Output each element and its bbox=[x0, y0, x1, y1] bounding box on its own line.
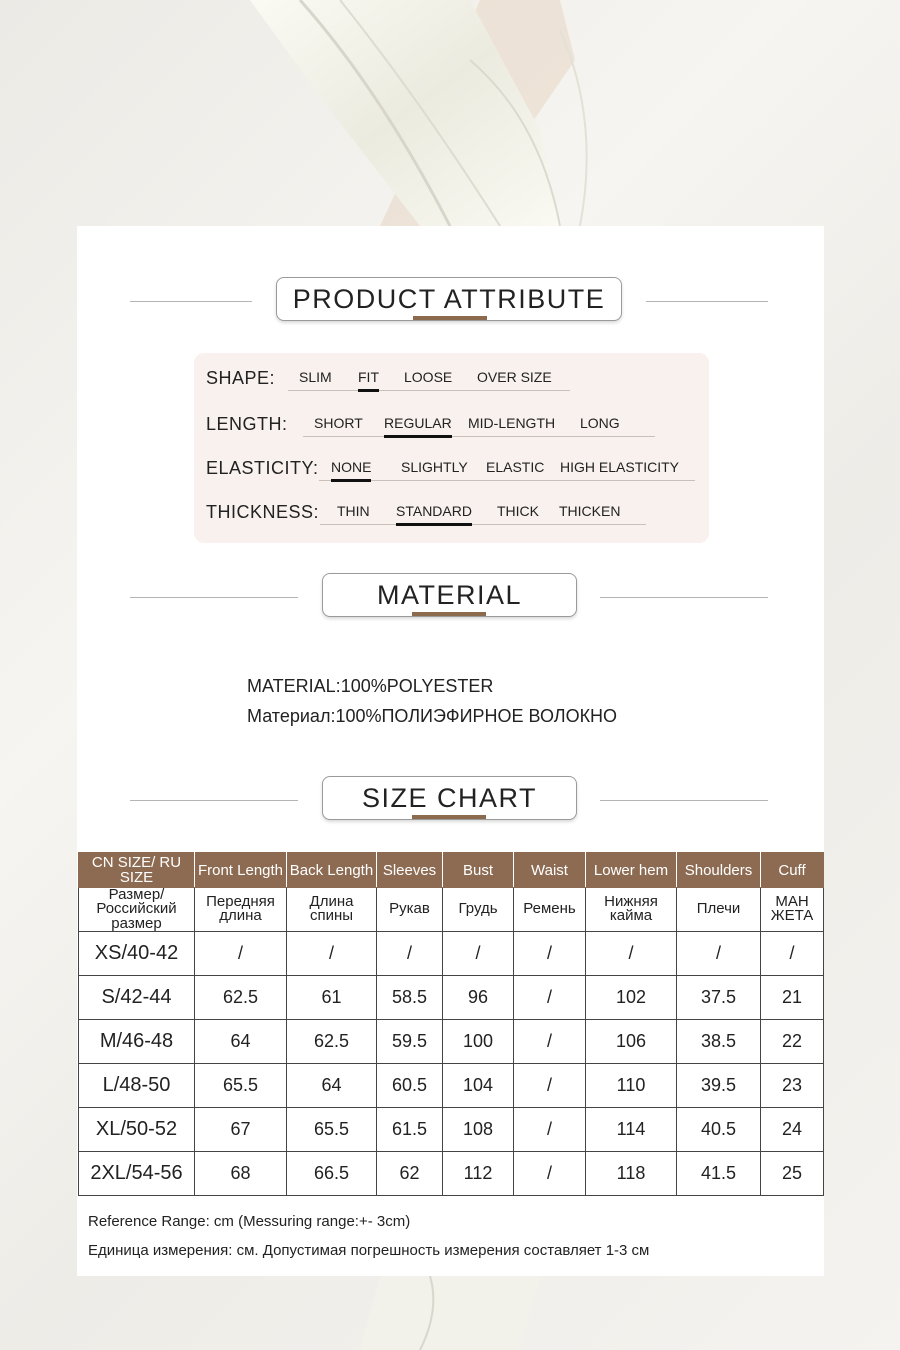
product-attribute-header bbox=[77, 277, 824, 327]
value-cell: 108 bbox=[443, 1107, 514, 1151]
table-row bbox=[79, 931, 824, 975]
material-ru-label: Материал: bbox=[247, 706, 336, 726]
header-cell: МАН ЖЕТА bbox=[761, 888, 824, 932]
size-cell: 2XL/54-56 bbox=[79, 1151, 195, 1195]
value-cell: / bbox=[514, 975, 586, 1019]
value-cell: 62.5 bbox=[287, 1019, 377, 1063]
option-standard-selected: STANDARD bbox=[396, 503, 472, 519]
attribute-options bbox=[319, 454, 695, 481]
value-cell: / bbox=[514, 1019, 586, 1063]
accent-bar bbox=[412, 815, 486, 819]
size-cell: XS/40-42 bbox=[79, 931, 195, 975]
value-cell: 39.5 bbox=[677, 1063, 761, 1107]
value-cell: / bbox=[514, 1107, 586, 1151]
value-cell: 24 bbox=[761, 1107, 824, 1151]
header-cell: Bust bbox=[443, 853, 514, 888]
value-cell: / bbox=[377, 931, 443, 975]
attribute-row-thickness bbox=[194, 496, 709, 526]
value-cell: / bbox=[586, 931, 677, 975]
divider-line bbox=[600, 597, 768, 598]
header-cell: CN SIZE/ RU SIZE bbox=[79, 853, 195, 888]
header-cell: Ремень bbox=[514, 888, 586, 932]
option-loose: LOOSE bbox=[404, 369, 453, 385]
header-cell: Нижняя кайма bbox=[586, 888, 677, 932]
material-en bbox=[247, 676, 493, 697]
option-slim: SLIM bbox=[299, 369, 332, 385]
option-thicken: THICKEN bbox=[559, 503, 621, 519]
header-cell: Передняя длина bbox=[195, 888, 287, 932]
attribute-options bbox=[320, 498, 646, 525]
value-cell: 68 bbox=[195, 1151, 287, 1195]
material-header bbox=[77, 573, 824, 623]
reference-note-en: Reference Range: cm (Messuring range:+- 3cm) bbox=[88, 1213, 411, 1230]
header-cell: Плечи bbox=[677, 888, 761, 932]
reference-note-ru: Единица измерения: см. Допустимая погрешность измерения составляет 1-3 см bbox=[88, 1242, 650, 1259]
section-title: MATERIAL bbox=[322, 573, 577, 617]
value-cell: 21 bbox=[761, 975, 824, 1019]
accent-bar bbox=[412, 612, 486, 616]
option-thin: THIN bbox=[337, 503, 370, 519]
size-chart-table bbox=[78, 852, 824, 1196]
header-cell: Front Length bbox=[195, 853, 287, 888]
table-row bbox=[79, 1107, 824, 1151]
value-cell: 22 bbox=[761, 1019, 824, 1063]
header-cell: Грудь bbox=[443, 888, 514, 932]
header-row-ru bbox=[79, 888, 824, 932]
value-cell: 64 bbox=[195, 1019, 287, 1063]
header-cell: Waist bbox=[514, 853, 586, 888]
attribute-row-elasticity bbox=[194, 452, 709, 482]
option-high-elasticity: HIGH ELASTICITY bbox=[560, 459, 680, 475]
value-cell: 64 bbox=[287, 1063, 377, 1107]
attribute-row-shape bbox=[194, 362, 709, 392]
value-cell: / bbox=[677, 931, 761, 975]
value-cell: 100 bbox=[443, 1019, 514, 1063]
attribute-options bbox=[303, 410, 655, 437]
header-cell: Длина спины bbox=[287, 888, 377, 932]
size-cell: L/48-50 bbox=[79, 1063, 195, 1107]
value-cell: 62 bbox=[377, 1151, 443, 1195]
attribute-row-length bbox=[194, 408, 709, 438]
value-cell: 104 bbox=[443, 1063, 514, 1107]
value-cell: / bbox=[443, 931, 514, 975]
value-cell: / bbox=[514, 1063, 586, 1107]
table-row bbox=[79, 975, 824, 1019]
value-cell: / bbox=[514, 931, 586, 975]
attribute-name: THICKNESS: bbox=[206, 502, 320, 522]
value-cell: 110 bbox=[586, 1063, 677, 1107]
value-cell: 96 bbox=[443, 975, 514, 1019]
header-cell: Рукав bbox=[377, 888, 443, 932]
value-cell: 65.5 bbox=[195, 1063, 287, 1107]
value-cell: 38.5 bbox=[677, 1019, 761, 1063]
value-cell: 118 bbox=[586, 1151, 677, 1195]
section-title: SIZE CHART bbox=[322, 776, 577, 820]
value-cell: 25 bbox=[761, 1151, 824, 1195]
attribute-options bbox=[288, 364, 570, 391]
attribute-name: ELASTICITY: bbox=[206, 458, 319, 478]
option-long: LONG bbox=[580, 415, 620, 431]
divider-line bbox=[646, 301, 768, 302]
option-regular-selected: REGULAR bbox=[384, 415, 452, 431]
size-cell: S/42-44 bbox=[79, 975, 195, 1019]
option-thick: THICK bbox=[497, 503, 539, 519]
section-title: PRODUCT ATTRIBUTE bbox=[276, 277, 622, 321]
value-cell: / bbox=[195, 931, 287, 975]
value-cell: 41.5 bbox=[677, 1151, 761, 1195]
value-cell: / bbox=[514, 1151, 586, 1195]
option-fit-selected: FIT bbox=[358, 369, 379, 385]
value-cell: 102 bbox=[586, 975, 677, 1019]
material-ru-value: 100%ПОЛИЭФИРНОЕ ВОЛОКНО bbox=[335, 706, 618, 726]
option-short: SHORT bbox=[314, 415, 363, 431]
header-cell: Sleeves bbox=[377, 853, 443, 888]
value-cell: 112 bbox=[443, 1151, 514, 1195]
value-cell: 114 bbox=[586, 1107, 677, 1151]
attribute-name: LENGTH: bbox=[206, 414, 288, 434]
divider-line bbox=[600, 800, 768, 801]
header-cell: Lower hem bbox=[586, 853, 677, 888]
value-cell: 37.5 bbox=[677, 975, 761, 1019]
divider-line bbox=[130, 301, 252, 302]
option-mid-length: MID-LENGTH bbox=[468, 415, 556, 431]
value-cell: / bbox=[287, 931, 377, 975]
accent-bar bbox=[413, 316, 487, 320]
value-cell: 65.5 bbox=[287, 1107, 377, 1151]
option-slightly: SLIGHTLY bbox=[401, 459, 468, 475]
material-en-label: MATERIAL: bbox=[247, 676, 341, 696]
attribute-name: SHAPE: bbox=[206, 368, 276, 388]
size-chart-header bbox=[77, 776, 824, 826]
value-cell: 59.5 bbox=[377, 1019, 443, 1063]
value-cell: 61 bbox=[287, 975, 377, 1019]
value-cell: / bbox=[761, 931, 824, 975]
value-cell: 40.5 bbox=[677, 1107, 761, 1151]
value-cell: 23 bbox=[761, 1063, 824, 1107]
attribute-box bbox=[194, 353, 709, 543]
header-cell: Размер/ Российский размер bbox=[79, 888, 195, 932]
value-cell: 62.5 bbox=[195, 975, 287, 1019]
value-cell: 66.5 bbox=[287, 1151, 377, 1195]
value-cell: 60.5 bbox=[377, 1063, 443, 1107]
size-cell: M/46-48 bbox=[79, 1019, 195, 1063]
header-cell: Back Length bbox=[287, 853, 377, 888]
divider-line bbox=[130, 597, 298, 598]
value-cell: 58.5 bbox=[377, 975, 443, 1019]
table-row bbox=[79, 1019, 824, 1063]
table-row bbox=[79, 1063, 824, 1107]
material-ru bbox=[247, 706, 617, 727]
value-cell: 61.5 bbox=[377, 1107, 443, 1151]
option-none-selected: NONE bbox=[331, 459, 372, 475]
header-row-en bbox=[79, 853, 824, 888]
divider-line bbox=[130, 800, 298, 801]
header-cell: Shoulders bbox=[677, 853, 761, 888]
option-over-size: OVER SIZE bbox=[477, 369, 552, 385]
value-cell: 106 bbox=[586, 1019, 677, 1063]
option-elastic: ELASTIC bbox=[486, 459, 545, 475]
value-cell: 67 bbox=[195, 1107, 287, 1151]
material-en-value: 100%POLYESTER bbox=[340, 676, 494, 696]
header-cell: Cuff bbox=[761, 853, 824, 888]
size-cell: XL/50-52 bbox=[79, 1107, 195, 1151]
product-info-panel bbox=[77, 226, 824, 1276]
table-row bbox=[79, 1151, 824, 1195]
